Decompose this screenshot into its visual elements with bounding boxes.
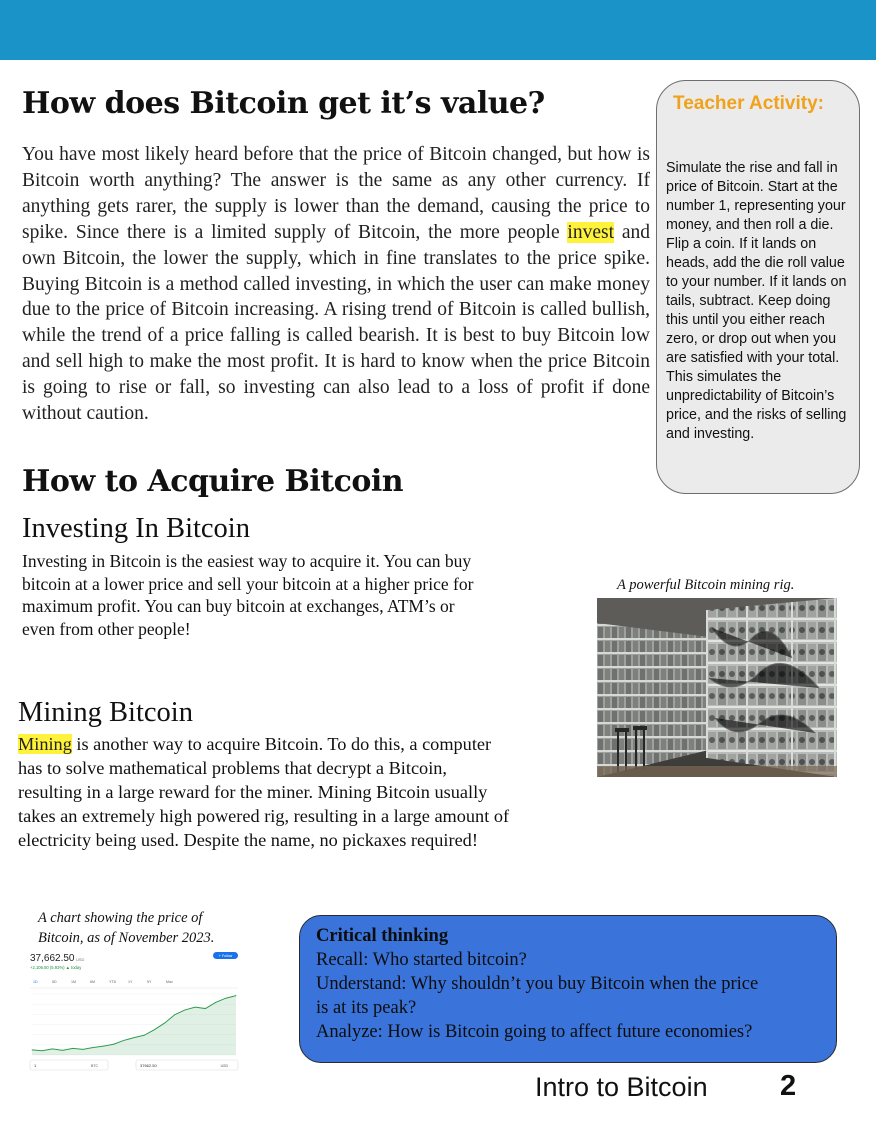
chart-caption: A chart showing the price of Bitcoin, as of November 2023. [38, 910, 215, 946]
highlight-mining: Mining [18, 734, 72, 754]
understand-question: Understand: Why shouldn’t you buy Bitcoin when the price [316, 974, 759, 994]
bitcoin-price-chart [28, 950, 240, 1072]
chart-range-tab[interactable]: 1D [33, 980, 38, 984]
chart-point [205, 1008, 206, 1009]
chart-area-fill [32, 996, 236, 1055]
chart-point [185, 1010, 186, 1011]
chart-point [62, 1050, 63, 1051]
chart-point [174, 1014, 175, 1015]
svg-text:37662.50: 37662.50 [140, 1062, 157, 1068]
chart-point [103, 1046, 104, 1047]
chart-point [215, 1002, 216, 1003]
svg-text:USD: USD [220, 1063, 228, 1068]
chart-point [195, 1007, 196, 1008]
chart-range-tab[interactable]: YTD [109, 980, 117, 984]
highlight-invest: invest [567, 221, 615, 243]
chart-currency: USD [76, 957, 85, 962]
footer-title: Intro to Bitcoin [535, 1072, 708, 1102]
chart-change: +2,106.50 (5.93%) ▲ today [30, 965, 82, 970]
chart-point [93, 1047, 94, 1048]
mining-heading: Mining Bitcoin [18, 697, 193, 728]
teacher-activity-title: Teacher Activity: [673, 93, 824, 114]
chart-range-tab[interactable]: 1Y [128, 980, 133, 984]
chart-point [123, 1040, 124, 1041]
mining-rig-photo [597, 598, 837, 777]
svg-text:BTC: BTC [91, 1063, 98, 1068]
rig-caption: A powerful Bitcoin mining rig. [617, 577, 795, 593]
chart-range-tab[interactable]: 1M [71, 980, 76, 984]
section-title-acquire: How to Acquire Bitcoin [22, 464, 404, 499]
investing-heading: Investing In Bitcoin [22, 513, 250, 544]
chart-point [72, 1048, 73, 1049]
understand-question-cont: is at its peak? [316, 998, 417, 1018]
page-number: 2 [780, 1070, 797, 1102]
mining-paragraph: Mining is another way to acquire Bitcoin. To do this, a computer has to solve mathematical problems that decrypt a Bitcoin, resulting in a large reward for the miner. Mining Bitcoin usually takes an extremely high powered rig, resulting in a large amount of electricity being used. Despite the name, no pickaxes required! [18, 734, 510, 850]
chart-point [52, 1049, 53, 1050]
chart-point [113, 1044, 114, 1045]
teacher-activity-body: Simulate the rise and fall in price of Bitcoin. Start at the number 1, representing your money, and then roll a die. Flip a coin. If it lands on heads, add the die roll value to your number. If it lands on tails, subtract. Keep doing this until you either reach zero, or drop out when you are satisfied with your total. This simulates the unpredictability of Bitcoin’s price, and the risks of selling and investing. [666, 160, 847, 442]
header-bar [0, 0, 876, 60]
chart-range-tab[interactable]: 5D [52, 980, 57, 984]
chart-point [134, 1037, 135, 1038]
recall-question: Recall: Who started bitcoin? [316, 950, 527, 970]
chart-point [225, 998, 226, 999]
value-paragraph: You have most likely heard before that the price of Bitcoin changed, but how is Bitcoin worth anything? The answer is the same as any other currency. If anything gets rarer, the supply is lower than the demand, causing the price to spike. Since there is a limited supply of Bitcoin, the more people invest and own Bitcoin, the lower the supply, which in fine translates to the price spike. Buying Bitcoin is a method called investing, in which the user can make money due to the price of Bitcoin increasing. A rising trend of Bitcoin is called bullish, while the trend of a price falling is called bearish. It is best to buy Bitcoin low and sell high to make the most profit. It is hard to know when the price Bitcoin is going to rise or fall, so investing can also lead to a loss of profit if done without caution. [22, 144, 650, 425]
chart-point [164, 1023, 165, 1024]
chart-follow-label: + Follow [218, 954, 233, 959]
chart-point [83, 1049, 84, 1050]
chart-range-tab[interactable]: Max [166, 980, 173, 984]
teacher-activity-box [656, 80, 860, 494]
chart-point [236, 995, 237, 996]
svg-text:1: 1 [34, 1062, 37, 1068]
chart-range-tab[interactable]: 6M [90, 980, 95, 984]
investing-paragraph: Investing in Bitcoin is the easiest way to acquire it. You can buy bitcoin at a lower price and sell your bitcoin at a higher price for maximum profit. You can buy bitcoin at exchanges, ATM’s or even from other people! [22, 551, 474, 639]
chart-range-tabs [33, 980, 173, 984]
chart-point [42, 1050, 43, 1051]
chart-point [144, 1035, 145, 1036]
critical-thinking-box [299, 915, 837, 1063]
chart-price: 37,662.50 [30, 953, 75, 964]
analyze-question: Analyze: How is Bitcoin going to affect future economies? [316, 1022, 753, 1042]
chart-point [32, 1049, 33, 1050]
chart-point [154, 1029, 155, 1030]
critical-thinking-title: Critical thinking [316, 926, 449, 946]
chart-range-tab[interactable]: 5Y [147, 980, 152, 984]
section-title-value: How does Bitcoin get it’s value? [22, 86, 545, 121]
